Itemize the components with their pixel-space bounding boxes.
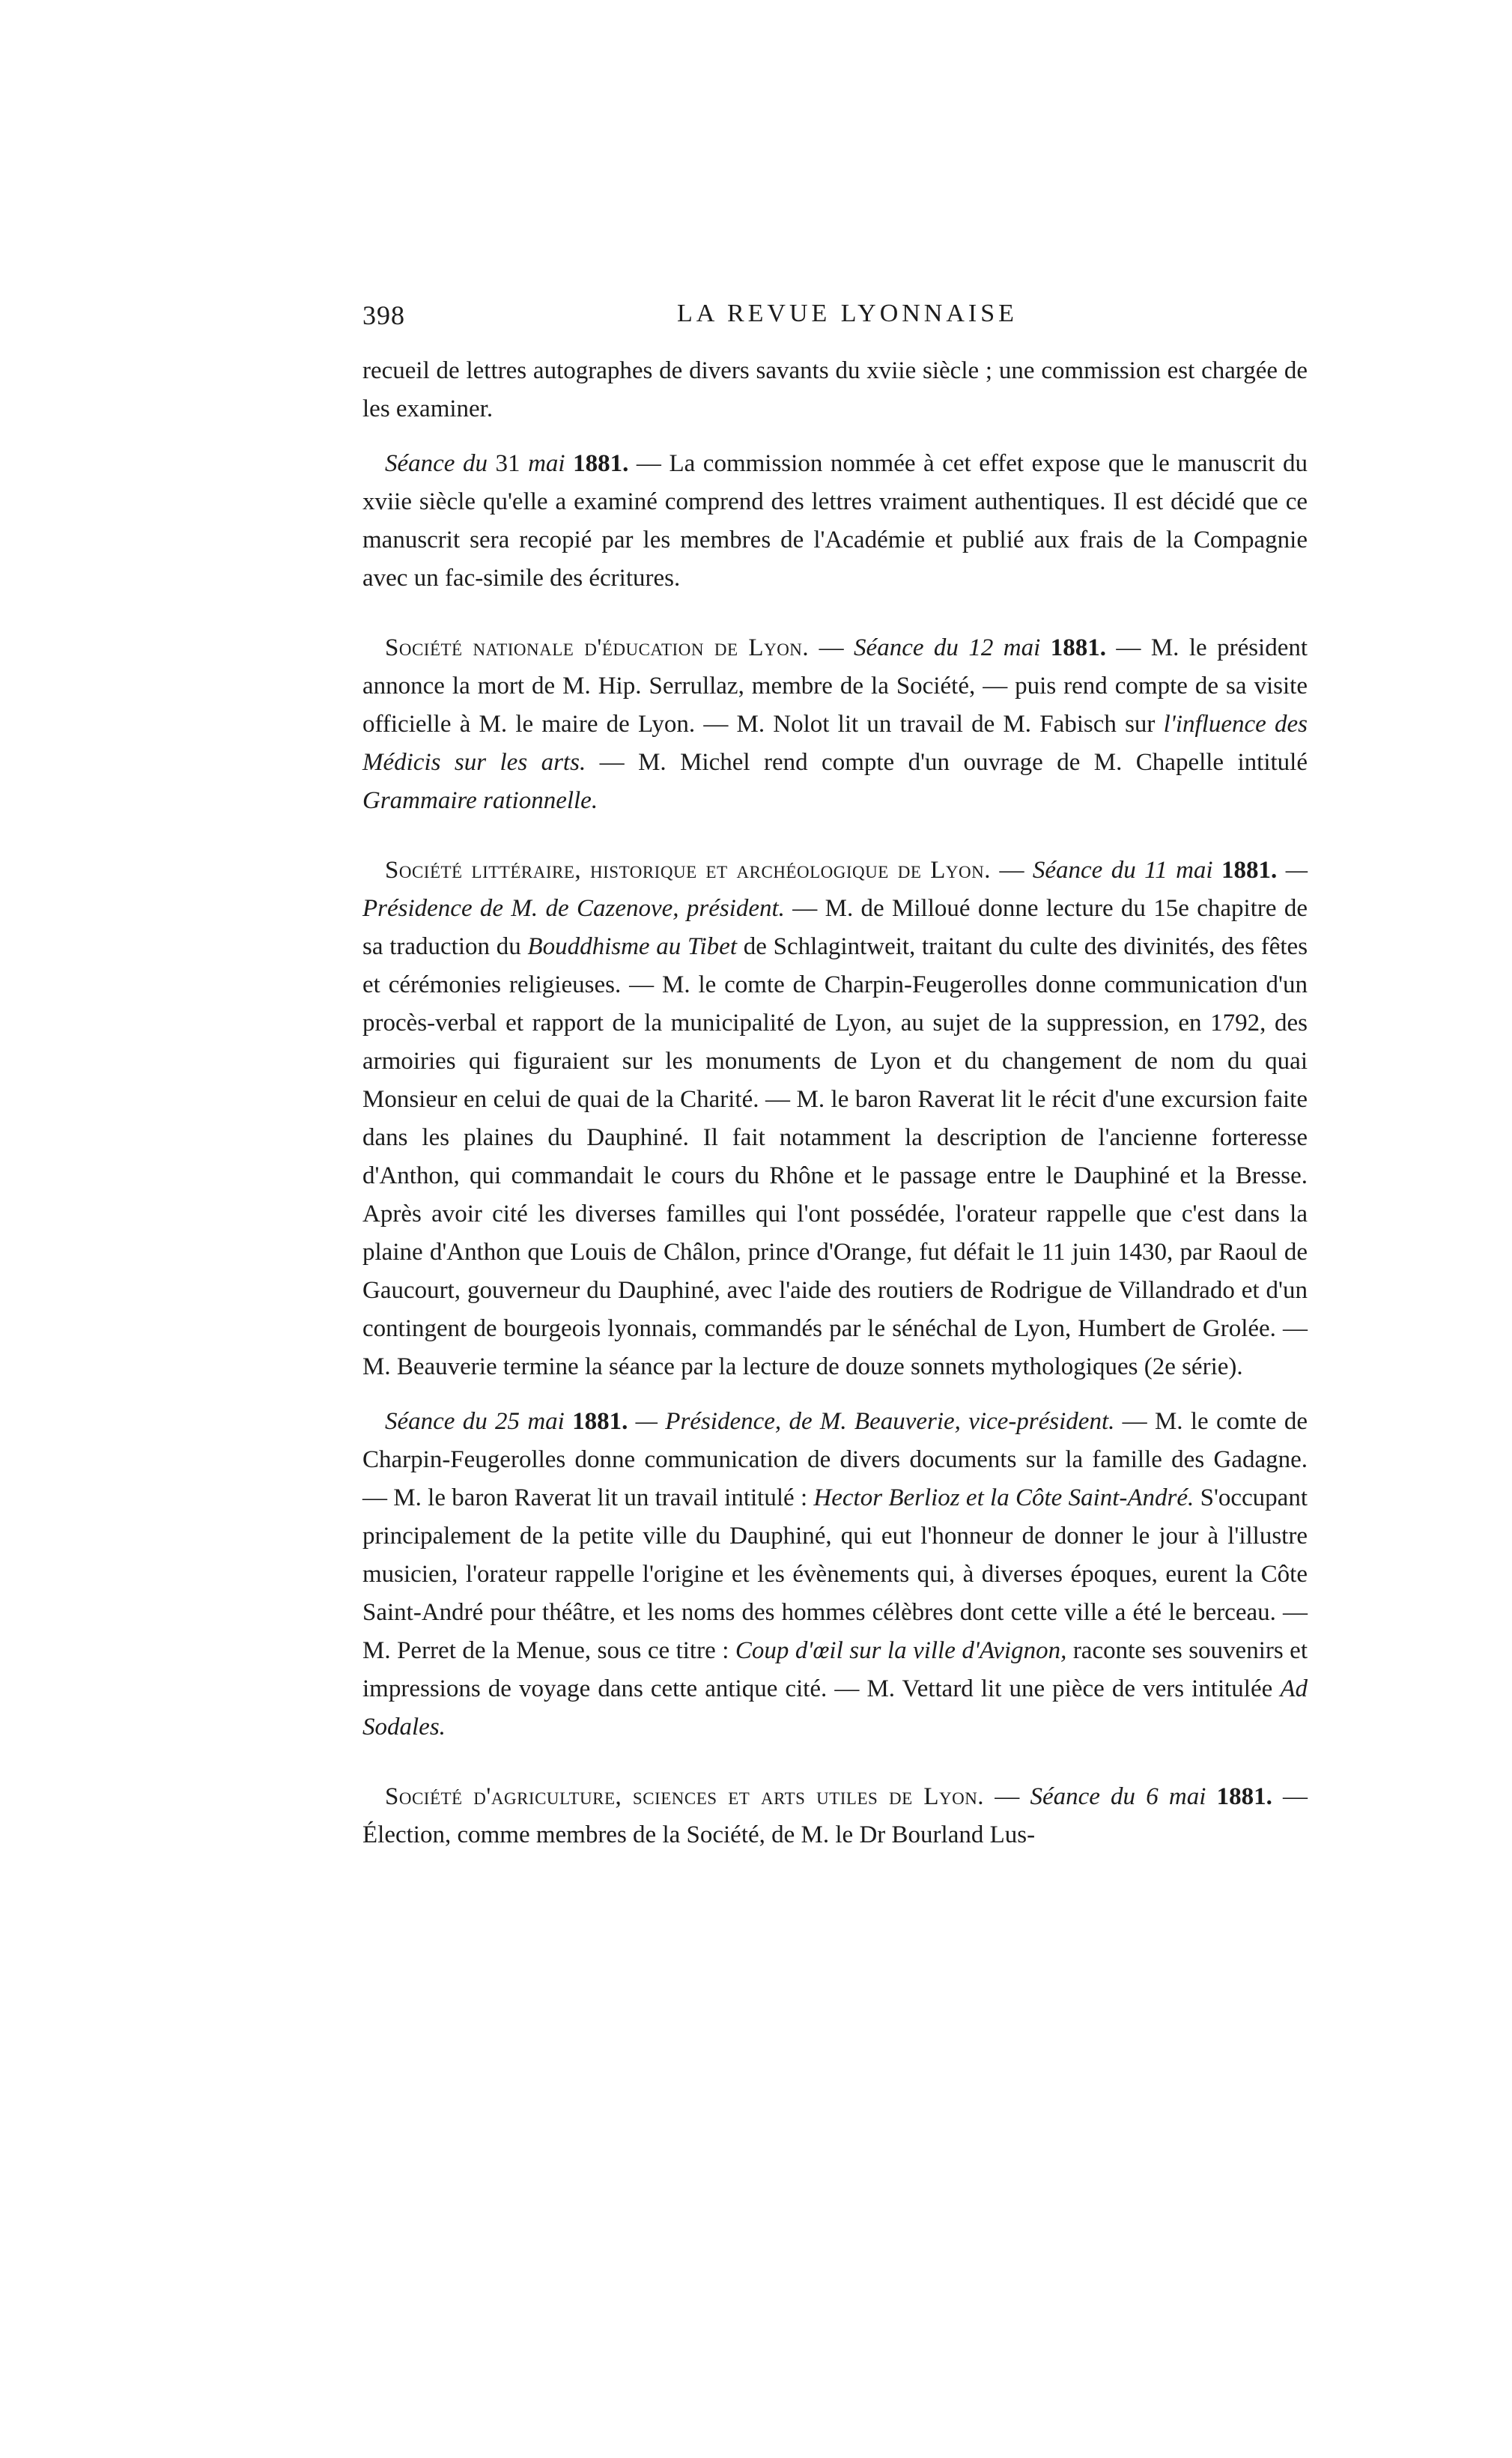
- seance-label: Séance du 25 mai: [385, 1408, 565, 1435]
- work-title: Grammaire rationnelle.: [362, 787, 598, 814]
- society-name: Société nationale d'éducation de Lyon.: [385, 634, 810, 661]
- dash: —: [819, 634, 844, 661]
- seance-year: 1881.: [1221, 857, 1278, 884]
- paragraph-seance-25-mai: [362, 1403, 1308, 1747]
- paragraph-societe-education: [362, 629, 1308, 820]
- paragraph-text: S'occupant principalement de la petite ville du Dauphiné, qui eut l'honneur de donner le jour à l'illustre musicien, l'orateur rappelle l'origine et les évènements qui, à diverses époques, eurent la Côte Saint-André pour théâtre, et les noms des hommes célèbres dont cette ville a été le berceau. — M. Perret de la Menue, sous ce titre :: [362, 1484, 1308, 1664]
- page-number: 398: [362, 300, 405, 330]
- paragraph-text: recueil de lettres autographes de divers savants du xviie siècle ; une commission est chargée de les examiner.: [362, 357, 1308, 422]
- running-title: LA REVUE LYONNAISE: [677, 300, 1018, 327]
- paragraph-seance-31-mai: [362, 445, 1308, 598]
- work-title: Coup d'œil sur la ville d'Avignon,: [735, 1637, 1067, 1664]
- presidence: — Présidence de M. de Cazenove, président.: [362, 857, 1308, 922]
- seance-year: 1881.: [573, 450, 629, 477]
- paragraph-text: — La commission nommée à cet effet expose que le manuscrit du xviie siècle qu'elle a examiné comprend des lettres vraiment authentiques. Il est décidé que ce manuscrit sera recopié par les membres de l'Académie et publié aux frais de la Compagnie avec un fac-simile des écritures.: [362, 450, 1308, 592]
- seance-day: 31: [495, 450, 520, 477]
- work-title: Hector Berlioz et la Côte Saint-André.: [813, 1484, 1194, 1511]
- work-title: l'influence des Médicis sur les arts.: [362, 711, 1308, 776]
- paragraph-text: — M. le comte de Charpin-Feugerolles donne communication de divers documents sur la famille des Gadagne. — M. le baron Raverat lit un travail intitulé :: [362, 1408, 1308, 1511]
- seance-label: Séance du 12 mai: [854, 634, 1041, 661]
- seance-label: Séance du 6 mai: [1030, 1783, 1206, 1810]
- seance-label: Séance du 11 mai: [1032, 857, 1213, 884]
- seance-month: mai: [528, 450, 565, 477]
- paragraph-text: — M. de Milloué donne lecture du 15e chapitre de sa traduction du: [362, 895, 1308, 960]
- seance-year: 1881.: [572, 1408, 628, 1435]
- dash: —: [999, 857, 1024, 884]
- page-header: [362, 300, 1306, 345]
- society-name: Société d'agriculture, sciences et arts utiles de Lyon.: [385, 1783, 985, 1810]
- seance-year: 1881.: [1216, 1783, 1272, 1810]
- work-title: Bouddhisme au Tibet: [527, 933, 738, 960]
- society-name: Société littéraire, historique et archéologique de Lyon.: [385, 857, 992, 884]
- paragraph-text: raconte ses souvenirs et impressions de voyage dans cette antique cité. — M. Vettard lit une pièce de vers intitulée: [362, 1637, 1308, 1702]
- paragraph-continuation: [362, 352, 1308, 428]
- seance-year: 1881.: [1050, 634, 1106, 661]
- paragraph-text: — M. le président annonce la mort de M. Hip. Serrullaz, membre de la Société, — puis rend compte de sa visite officielle à M. le maire de Lyon. — M. Nolot lit un travail de M. Fabisch sur: [362, 634, 1308, 738]
- seance-label: Séance du: [385, 450, 488, 477]
- work-title: Ad Sodales.: [362, 1675, 1308, 1741]
- dash: —: [995, 1783, 1020, 1810]
- paragraph-societe-litteraire: [362, 852, 1308, 1386]
- body-text: [362, 352, 1308, 1854]
- presidence: — Présidence, de M. Beauverie, vice-président.: [635, 1408, 1115, 1435]
- paragraph-text: de Schlagintweit, traitant du culte des divinités, des fêtes et cérémonies religieuses. — M. le comte de Charpin-Feugerolles donne communication d'un procès-verbal et rapport de la municipalité de Lyon, au sujet de la suppression, en 1792, des armoiries qui figuraient sur les monuments de Lyon et du changement de nom du quai Monsieur en celui de quai de la Charité. — M. le baron Raverat lit le récit d'une excursion faite dans les plaines du Dauphiné. Il fait notamment la description de l'ancienne forteresse d'Anthon, qui commandait le cours du Rhône et le passage entre le Dauphiné et la Bresse. Après avoir cité les diverses familles qui l'ont possédée, l'orateur rappelle que c'est dans la plaine d'Anthon que Louis de Châlon, prince d'Orange, fut défait le 11 juin 1430, par Raoul de Gaucourt, gouverneur du Dauphiné, avec l'aide des routiers de Rodrigue de Villandrado et d'un contingent de bourgeois lyonnais, commandés par le sénéchal de Lyon, Humbert de Grolée. — M. Beauverie termine la séance par la lecture de douze sonnets mythologiques (2e série).: [362, 933, 1308, 1380]
- paragraph-text: — M. Michel rend compte d'un ouvrage de M. Chapelle intitulé: [599, 749, 1308, 776]
- paragraph-societe-agriculture: [362, 1778, 1308, 1854]
- paragraph-text: — Élection, comme membres de la Société, de M. le Dr Bourland Lus-: [362, 1783, 1308, 1848]
